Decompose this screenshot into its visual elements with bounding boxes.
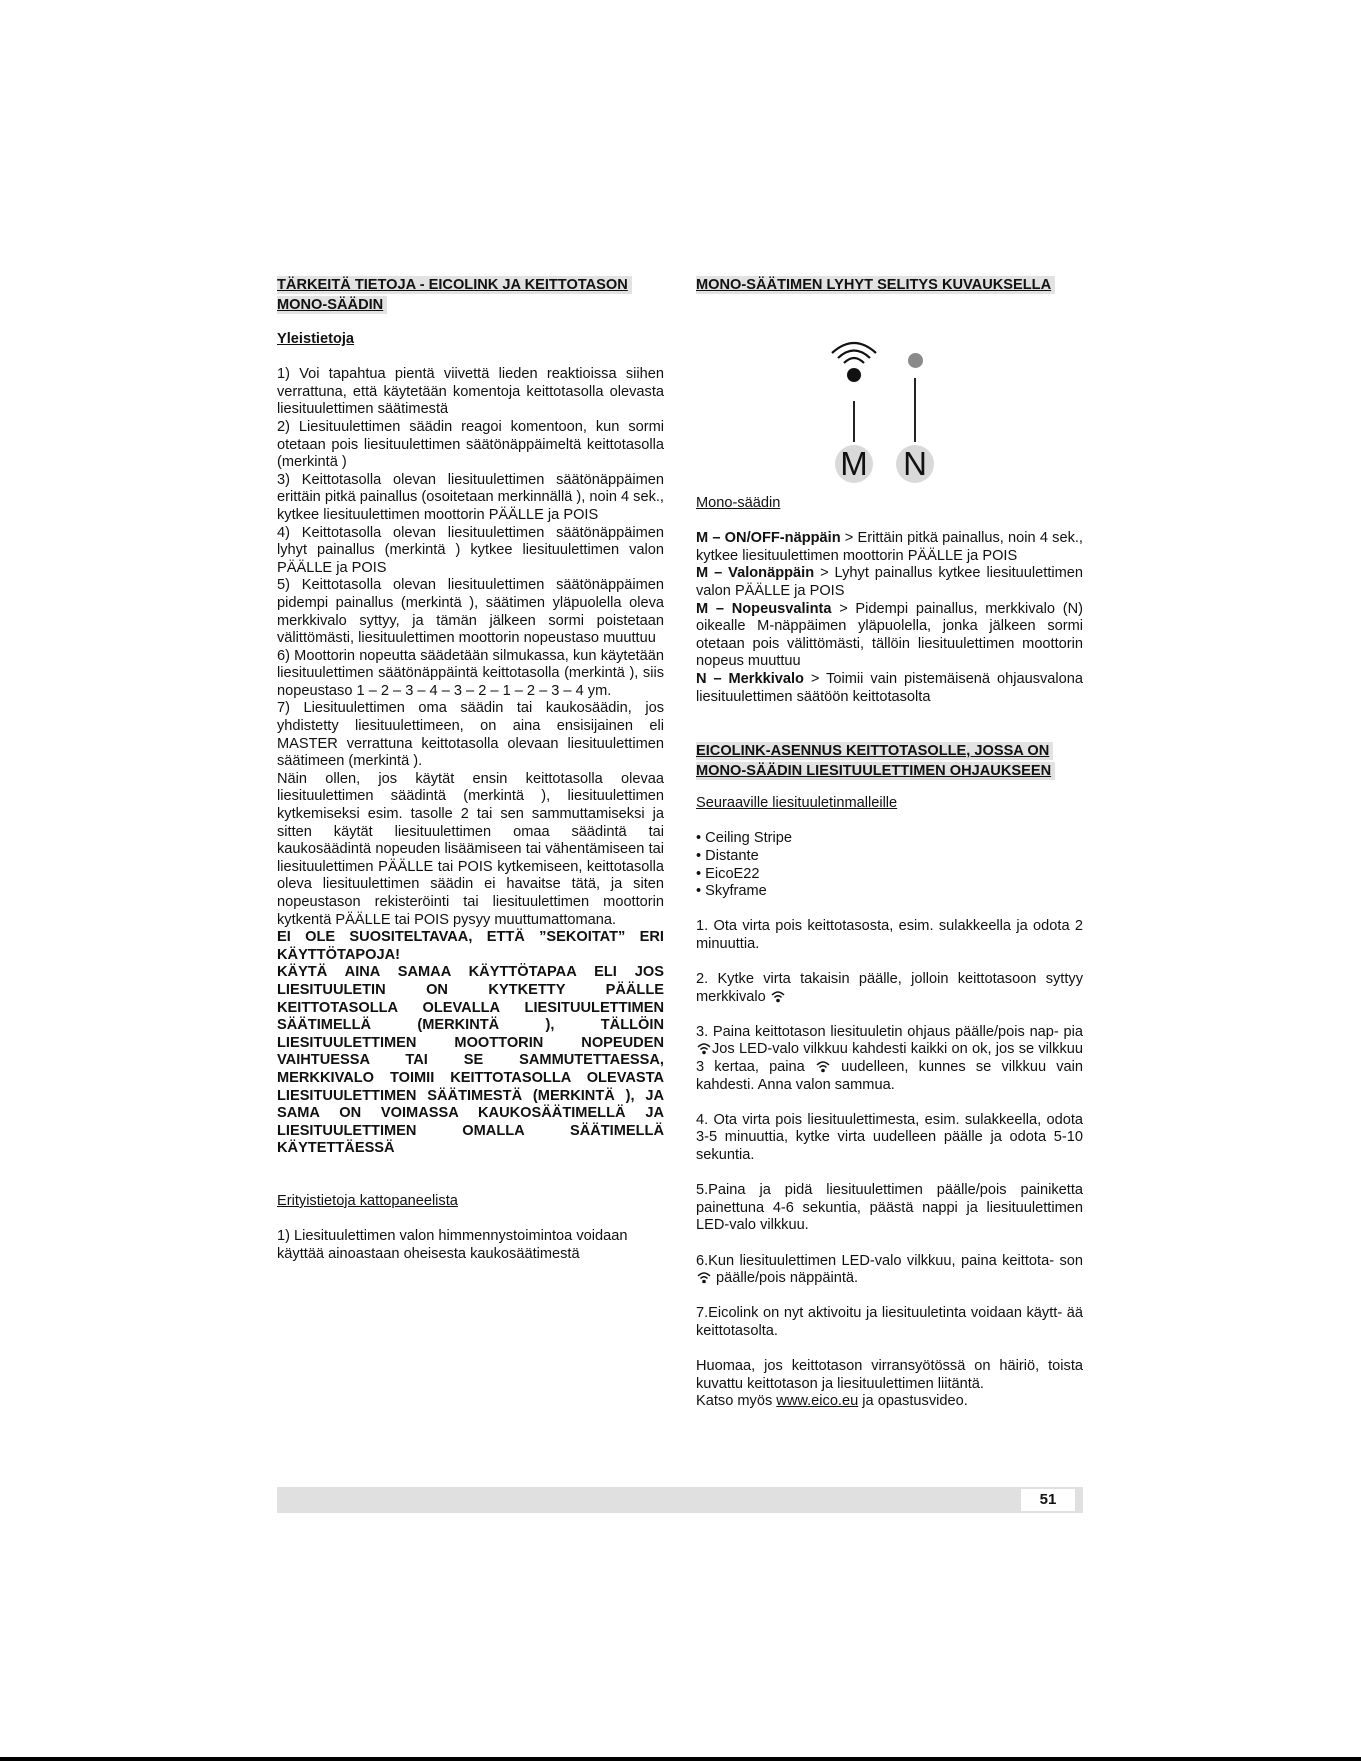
- list-item: • Ceiling Stripe: [696, 830, 1083, 848]
- paragraph-ceiling-1: 1) Liesituulettimen valon himmennystoimintoa voidaan käyttää ainoastaan oheisesta kaukosäätimestä: [277, 1228, 628, 1262]
- step-3-text-b: Jos LED-valo vilkkuu kahdesti kaikki on ok, jos se vilkkuu 3 kertaa, paina: [696, 1041, 1083, 1076]
- indicator-label: N – Merkkivalo: [696, 670, 804, 687]
- onoff-label: M – ON/OFF-näppäin: [696, 530, 841, 547]
- wifi-icon: [829, 339, 879, 367]
- mono-item-speed: [696, 601, 1083, 671]
- paragraph-7: 7) Liesituulettimen oma säädin tai kaukosäädin, jos yhdistetty liesituulettimeen, on aina ensisijainen eli MASTER verrattuna keittotasolla olevaan liesituulettimen säätimeen (merkintä ).: [277, 700, 664, 770]
- wifi-icon: [696, 1270, 712, 1284]
- note-2: [696, 1393, 1083, 1411]
- onoff-text: > Erittäin pitkä painallus, noin 4 sek., kytkee liesituulettimen moottorin PÄÄLLE ja POIS: [696, 530, 1083, 564]
- mono-item-indicator: [696, 671, 1083, 706]
- title-line-1: TÄRKEITÄ TIETOJA - EICOLINK JA KEITTOTASON: [277, 276, 632, 294]
- step-1: 1. Ota virta pois keittotasosta, esim. sulakkeella ja odota 2 minuuttia.: [696, 918, 1083, 952]
- step-3-text-c: uudelleen, kunnes se vilkkuu vain kahdesti. Anna valon sammua.: [696, 1059, 1083, 1093]
- paragraph-3: 3) Keittotasolla olevan liesituulettimen säätönäppäimen erittäin pitkä painallus (osoitetaan merkinnällä ), noin 4 sek., kytkee liesituulettimen moottorin PÄÄLLE ja POIS: [277, 471, 664, 523]
- page-number: 51: [1021, 1489, 1075, 1511]
- step-2: [696, 971, 1083, 1006]
- note-2-text-a: Katso myös: [696, 1393, 777, 1410]
- step-2-text: 2. Kytke virta takaisin päälle, jolloin keittotasoon syttyy merkkivalo: [696, 971, 1083, 1005]
- subheading-ceiling-panels: Erityistietoja kattopaneelista: [277, 1192, 458, 1209]
- line-m: [853, 401, 855, 442]
- paragraph-4: 4) Keittotasolla olevan liesituulettimen säätönäppäimen lyhyt painallus (merkintä ) kytkee liesituulettimen valon PÄÄLLE ja POIS: [277, 524, 664, 576]
- step-4: 4. Ota virta pois liesituulettimesta, esim. sulakkeella, odota 3-5 minuuttia, kytke virta uudelleen päälle ja odota 5-10 sekuntia.: [696, 1111, 1083, 1163]
- indicator-text: > Toimii vain pistemäisenä ohjausvalona liesituulettimen säätöön keittotasolta: [696, 670, 1083, 705]
- model-list: [696, 830, 1083, 900]
- eico-link[interactable]: www.eico.eu: [776, 1393, 859, 1410]
- footer-bar: [277, 1487, 1083, 1513]
- speed-text: > Pidempi painallus, merkkivalo (N) oikealle M-näppäimen yläpuolella, jonka jälkeen sormi otetaan pois välittömästi, tällöin liesituulettimen moottorin nopeus muuttuu: [696, 600, 1083, 670]
- eicolink-title-line-1: EICOLINK-ASENNUS KEITTOTASOLLE, JOSSA ON: [696, 742, 1053, 760]
- step-3: [696, 1024, 1083, 1094]
- paragraph-5: 5) Keittotasolla olevan liesituulettimen säätönäppäimen pidempi painallus (merkintä ), säätimen yläpuolella oleva merkkivalo syttyy, ja tämän jälkeen sormi poistetaan välittömästi, liesituulettimen moottorin nopeustaso muuttuu: [277, 577, 664, 647]
- subheading-models: Seuraaville liesituuletinmalleille: [696, 795, 898, 812]
- line-n: [914, 378, 916, 442]
- subheading-mono: Mono-säädin: [696, 495, 781, 511]
- indicator-dot-n: [908, 353, 923, 368]
- list-item: • EicoE22: [696, 866, 1083, 884]
- mono-item-light: [696, 565, 1083, 600]
- list-item: • Distante: [696, 848, 1083, 866]
- section-title-mono: [696, 275, 1083, 295]
- step-5: 5.Paina ja pidä liesituulettimen päälle/pois painiketta painettuna 4-6 sekuntia, päästä nappi ja liesituulettimen LED-valo vilkkuu.: [696, 1182, 1083, 1234]
- section-title-eicolink: [696, 741, 1083, 781]
- bottom-divider: [0, 1757, 1361, 1761]
- warning-1: EI OLE SUOSITELTAVAA, ETTÄ ”SEKOITAT” ERI KÄYTTÖTAPOJA!: [277, 929, 664, 963]
- step-3-text-a: 3. Paina keittotason liesituuletin ohjaus päälle/pois nap- pia: [696, 1023, 1083, 1040]
- wifi-icon: [696, 1041, 712, 1055]
- paragraph-6: 6) Moottorin nopeutta säädetään silmukassa, kun käytetään liesituulettimen säätönäppäintä keittotasolla (merkintä ), siis nopeustaso 1 – 2 – 3 – 4 – 3 – 2 – 1 – 2 – 3 – 4 ym.: [277, 647, 664, 699]
- paragraph-2: 2) Liesituulettimen säädin reagoi komentoon, kun sormi otetaan pois liesituulettimen säätönäppäimeltä keittotasolla (merkintä ): [277, 418, 664, 471]
- warning-2: KÄYTÄ AINA SAMAA KÄYTTÖTAPAA ELI JOS LIESITUULETIN ON KYTKETTY PÄÄLLE KEITTOTASOLLA OLEVALLA LIESITUULETTIMEN SÄÄTIMELLÄ (MERKINTÄ ), TÄLLÖIN LIESITUULETTIMEN MOOTTORIN NOPEUDEN VAIHTUESSA TAI SE SAMMUTETTAESSA, MERKKIVALO TOIMII KEITTOTASOLLA OLEVASTA LIESITUULETTIMEN SÄÄTIMESTÄ (MERKINTÄ ), JA SAMA ON VOIMASSA KAUKOSÄÄTIMELLÄ JA LIESITUULETTIMEN OMALLA SÄÄTIMELLÄ KÄYTETTÄESSÄ: [277, 964, 664, 1157]
- left-column: [277, 275, 664, 1263]
- paragraph-1: 1) Voi tapahtua pientä viivettä lieden reaktioissa siihen verrattuna, että käytetään komentoja keittotasolla olevasta liesituulettimen säätimestä: [277, 366, 664, 418]
- light-label: M – Valonäppäin: [696, 565, 815, 582]
- step-6: [696, 1253, 1083, 1288]
- speed-label: M – Nopeusvalinta: [696, 600, 832, 617]
- button-dot-m: [847, 368, 861, 382]
- section-title-important: [277, 275, 664, 315]
- label-n: N: [896, 445, 934, 483]
- note-1: Huomaa, jos keittotason virransyötössä on häiriö, toista kuvattu keittotason ja liesituulettimen liitäntä.: [696, 1358, 1083, 1392]
- mono-title: MONO-SÄÄTIMEN LYHYT SELITYS KUVAUKSELLA: [696, 276, 1055, 294]
- light-text: > Lyhyt painallus kytkee liesituulettimen valon PÄÄLLE ja POIS: [696, 565, 1084, 599]
- eicolink-title-line-2: MONO-SÄÄDIN LIESITUULETTIMEN OHJAUKSEEN: [696, 762, 1055, 780]
- subheading-general: Yleistietoja: [277, 331, 355, 347]
- mono-controller-diagram: [696, 295, 1083, 495]
- mono-item-onoff: [696, 530, 1083, 565]
- step-6-text-b: päälle/pois näppäintä.: [712, 1270, 859, 1287]
- label-m: M: [835, 445, 873, 483]
- list-item: • Skyframe: [696, 883, 1083, 901]
- note-2-text-b: ja opastusvideo.: [858, 1393, 968, 1410]
- paragraph-8: Näin ollen, jos käytät ensin keittotasolla olevaa liesituulettimen säädintä (merkintä ), liesituulettimen kytkemiseksi esim. tasolle 2 tai sen sammuttamiseksi ja sitten käytät liesituulettimen omaa säädintä tai kaukosäädintä nopeuden lisäämiseen tai vähentämiseen tai liesituulettimen PÄÄLLE tai POIS kytkemiseen, keittotasolla oleva liesituulettimen säädin ei havaitse tätä, ja siten nopeustason rekisteröinti tai liesituulettimen moottorin kytkentä PÄÄLLE tai POIS pysyy muuttumattomana.: [277, 770, 664, 928]
- right-column: [696, 275, 1083, 1411]
- title-line-2: MONO-SÄÄDIN: [277, 296, 387, 314]
- step-6-text-a: 6.Kun liesituulettimen LED-valo vilkkuu, paina keittota- son: [696, 1252, 1083, 1269]
- wifi-icon: [770, 989, 786, 1003]
- wifi-icon: [815, 1059, 831, 1073]
- step-7: 7.Eicolink on nyt aktivoitu ja liesituuletinta voidaan käytt- ää keittotasolta.: [696, 1305, 1083, 1339]
